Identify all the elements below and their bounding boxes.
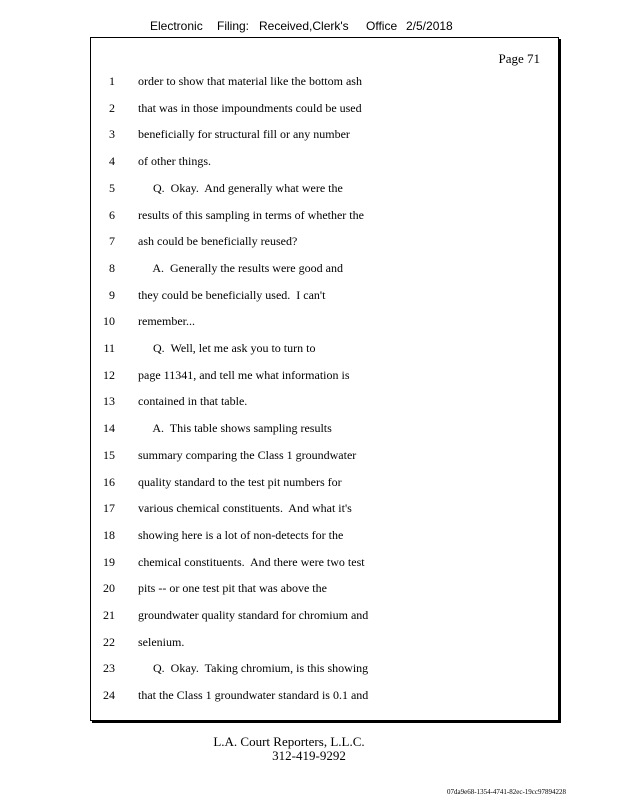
line-number: 10	[103, 314, 115, 329]
header-date: 2/5/2018	[406, 19, 453, 33]
transcript-line	[91, 208, 558, 228]
transcript-line	[91, 101, 558, 121]
line-text: that was in those impoundments could be used	[138, 100, 362, 115]
transcript-page-frame	[90, 37, 559, 721]
line-number: 13	[103, 394, 115, 409]
line-text: Q. Okay. Taking chromium, is this showing	[138, 661, 369, 676]
line-number: 18	[103, 527, 115, 542]
document-id: 07da9e68-1354-4741-82ec-19cc97894228	[447, 788, 566, 796]
line-text: various chemical constituents. And what it's	[138, 501, 352, 516]
transcript-line	[91, 181, 558, 201]
transcript-line	[91, 555, 558, 575]
line-text: Q. Okay. And generally what were the	[138, 180, 343, 195]
line-number: 14	[103, 421, 115, 436]
line-number: 6	[109, 207, 115, 222]
transcript-line	[91, 288, 558, 308]
line-text: Q. Well, let me ask you to turn to	[138, 341, 316, 355]
line-text: A. Generally the results were good and	[138, 260, 343, 275]
line-number: 8	[109, 260, 115, 275]
line-number: 19	[103, 554, 115, 569]
line-text: groundwater quality standard for chromium and	[138, 608, 369, 622]
line-number: 21	[103, 608, 115, 622]
transcript-line	[91, 234, 558, 254]
line-number: 23	[103, 661, 115, 676]
transcript-line	[91, 635, 558, 655]
line-text: contained in that table.	[138, 394, 248, 409]
line-number: 16	[103, 474, 115, 489]
transcript-line	[91, 341, 558, 361]
transcript-line	[91, 154, 558, 174]
transcript-line	[91, 421, 558, 441]
line-number: 5	[109, 180, 115, 195]
page-number: Page 71	[498, 51, 540, 66]
line-text: beneficially for structural fill or any number	[138, 127, 350, 142]
line-number: 11	[103, 341, 115, 355]
line-number: 12	[103, 367, 115, 382]
line-text: chemical constituents. And there were two test	[138, 554, 365, 569]
line-number: 17	[103, 501, 115, 516]
transcript-line	[91, 394, 558, 414]
transcript-line	[91, 688, 558, 708]
line-number: 24	[103, 688, 115, 703]
line-text: showing here is a lot of non-detects for the	[138, 527, 344, 542]
transcript-line	[91, 475, 558, 495]
transcript-line	[91, 74, 558, 94]
transcript-line	[91, 581, 558, 601]
line-number: 1	[109, 74, 115, 88]
line-text: A. This table shows sampling results	[138, 421, 332, 436]
transcript-line	[91, 661, 558, 681]
transcript-line	[91, 314, 558, 334]
transcript-line	[91, 448, 558, 468]
line-text: that the Class 1 groundwater standard is 0.1 and	[138, 688, 369, 703]
line-number: 22	[103, 634, 115, 649]
line-text: summary comparing the Class 1 groundwater	[138, 447, 357, 462]
line-number: 3	[109, 127, 115, 142]
line-text: they could be beneficially used. I can't	[138, 287, 326, 302]
line-text: ash could be beneficially reused?	[138, 234, 298, 249]
transcript-line	[91, 608, 558, 628]
footer-phone: 312-419-9292	[272, 748, 346, 763]
line-number: 15	[103, 447, 115, 462]
header-received: Received,Clerk's	[259, 19, 349, 33]
line-text: remember...	[138, 314, 195, 329]
line-text: quality standard to the test pit numbers for	[138, 474, 342, 489]
transcript-line	[91, 368, 558, 388]
line-number: 7	[109, 234, 115, 249]
header-electronic: Electronic	[150, 19, 203, 33]
line-number: 9	[109, 287, 115, 302]
header-filing: Filing:	[217, 19, 250, 33]
line-text: pits -- or one test pit that was above the	[138, 581, 327, 596]
line-text: results of this sampling in terms of whether the	[138, 207, 364, 222]
line-number: 4	[109, 154, 115, 169]
header-office: Office	[366, 19, 398, 33]
line-number: 20	[103, 581, 115, 596]
transcript-line	[91, 261, 558, 281]
line-text: page 11341, and tell me what information is	[138, 367, 350, 382]
line-text: of other things.	[138, 154, 211, 169]
transcript-line	[91, 127, 558, 147]
footer	[0, 735, 618, 763]
footer-company: L.A. Court Reporters, L.L.C.	[213, 734, 365, 749]
transcript-line	[91, 501, 558, 521]
line-number: 2	[109, 100, 115, 115]
transcript-line	[91, 528, 558, 548]
line-text: selenium.	[138, 634, 185, 649]
line-text: order to show that material like the bottom ash	[138, 74, 362, 88]
